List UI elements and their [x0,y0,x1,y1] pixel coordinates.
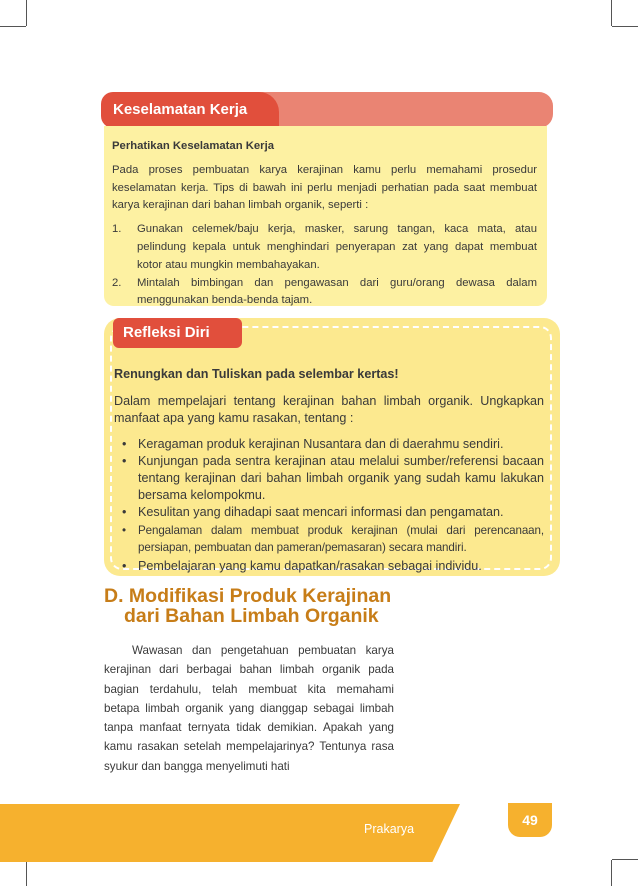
reflection-list-item [114,558,544,575]
safety-box-title: Keselamatan Kerja [101,92,279,128]
list-text: Gunakan celemek/baju kerja, masker, sarung tangan, kaca mata, atau pelindung kepala untuk menghindari penyerapan zat yang dapat membuat kotor atau mungkin membahayakan. [137,223,537,271]
crop-mark [26,860,27,886]
crop-mark [611,0,612,26]
reflection-list-item [114,504,544,521]
list-text: Kesulitan yang dihadapi saat mencari informasi dan pengamatan. [138,505,504,520]
reflection-subtitle: Renungkan dan Tuliskan pada selembar kertas! [114,367,399,381]
section-title-line1: D. Modifikasi Produk Kerajinan [104,585,392,607]
list-text: Pembelajaran yang kamu dapatkan/rasakan sebagai individu. [138,559,482,574]
page-number: 49 [508,803,552,837]
crop-mark [612,859,638,860]
reflection-list-item [114,522,544,556]
crop-mark [0,26,26,27]
crop-mark [26,0,27,26]
list-text: Pengalaman dalam membuat produk kerajinan (mulai dari perencanaan, persiapan, pembuatan dan pameran/pemasaran) secara mandiri. [138,523,544,554]
bullet-icon: • [122,523,126,537]
reflection-list-item [114,453,544,505]
list-text: Mintalah bimbingan dan pengawasan dari guru/orang dewasa dalam menggunakan benda-benda tajam. [137,276,537,307]
crop-mark [612,26,638,27]
list-number: 1. [112,223,122,236]
safety-box-body [104,126,547,306]
safety-subtitle: Perhatikan Keselamatan Kerja [112,140,275,152]
bullet-icon: • [122,559,127,574]
safety-list-item [112,221,537,274]
reflection-intro: Dalam mempelajari tentang kerajinan bahan limbah organik. Ungkapkan manfaat apa yang kamu rasakan, tentang : [114,394,544,426]
safety-list-item [112,275,537,311]
list-text: Kunjungan pada sentra kerajinan atau melalui sumber/referensi bacaan tentang kerajinan dari bahan limbah organik yang sudah kamu lakukan bersama kelompokmu. [138,453,544,503]
safety-intro: Pada proses pembuatan karya kerajinan kamu perlu memahami prosedur keselamatan kerja. Tips di bawah ini perlu menjadi perhatian pada saat membuat karya kerajinan dari bahan limbah organik, seperti : [112,163,537,212]
bullet-icon: • [122,453,127,468]
list-number: 2. [112,276,122,289]
section-title [104,586,404,626]
reflection-box-title: Refleksi Diri [113,318,242,348]
list-text: Keragaman produk kerajinan Nusantara dan di daerahmu sendiri. [138,436,504,451]
reflection-list-item [114,436,544,453]
section-title-line2: dari Bahan Limbah Organik [124,605,379,627]
crop-mark [611,860,612,886]
section-body: Wawasan dan pengetahuan pembuatan karya kerajinan dari berbagai bahan limbah organik pada bagian terdahulu, telah membuat kita memahami betapa limbah organik yang dianggap sebagai limbah tanpa manfaat ternyata tidak demikian. Apakah yang kamu rasakan setelah mempelajarinya? Tentunya rasa syukur dan bangga menyelimuti hati [104,644,394,773]
reflection-body [114,366,544,575]
footer-book-title: Prakarya [364,822,415,836]
bullet-icon: • [122,505,127,520]
bullet-icon: • [122,436,127,451]
